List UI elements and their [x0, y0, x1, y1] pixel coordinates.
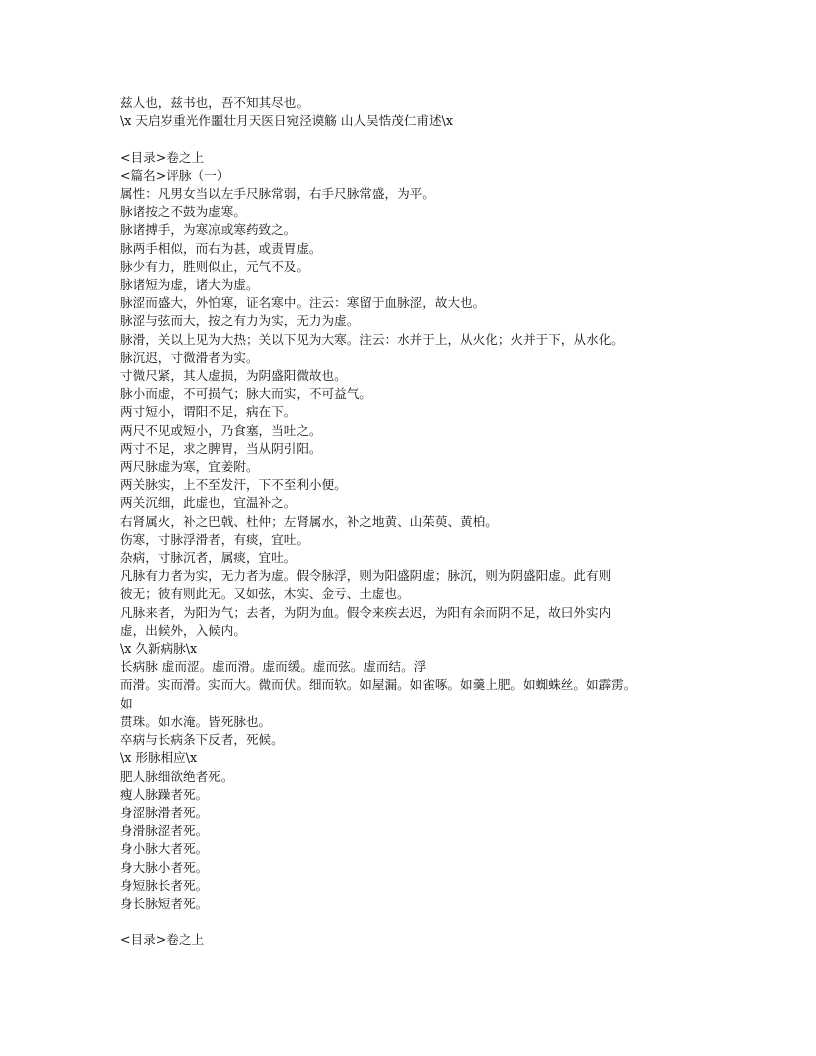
text-line: 脉诸短为虚，诸大为虚。	[120, 277, 259, 293]
subsection-heading: \x 久新病脉\x	[120, 641, 198, 657]
text-line: 两寸短小，谓阳不足，病在下。	[120, 404, 297, 420]
text-line: 身短脉长者死。	[120, 877, 209, 893]
text-line: 脉涩而盛大，外怕寒，证名寒中。注云：寒留于血脉涩，故大也。	[120, 295, 486, 311]
text-line: 兹人也，兹书也，吾不知其尽也。	[120, 95, 309, 110]
text-line: 脉两手相似，而右为甚，或责胃虚。	[120, 240, 322, 256]
subsection-heading: \x 形脉相应\x	[120, 750, 198, 766]
text-line: 瘦人脉躁者死。	[120, 786, 209, 802]
text-line: 贯珠。如水淹。皆死脉也。	[120, 713, 272, 729]
text-line: 脉涩与弦而大，按之有力为实，无力为虚。	[120, 313, 360, 329]
blank-line	[120, 130, 700, 148]
text-line: 而滑。实而滑。实而大。微而伏。细而软。如屋漏。如雀啄。如羹上肥。如蜘蛛丝。如霹雳。	[120, 677, 637, 693]
text-line: 凡脉有力者为实，无力者为虚。假令脉浮，则为阳盛阴虚；脉沉，则为阴盛阳虚。此有则	[120, 568, 612, 584]
text-line: 长病脉 虚而涩。虚而滑。虚而缓。虚而弦。虚而结。浮	[120, 659, 427, 675]
text-line: 身涩脉滑者死。	[120, 804, 209, 820]
text-line: 肥人脉细欲绝者死。	[120, 768, 234, 784]
text-line: 两关脉实，上不至发汗，下不至利小便。	[120, 477, 347, 493]
text-line: 伤寒，寸脉浮滑者，有痰，宜吐。	[120, 531, 309, 547]
chapter-title: <篇名>评脉（一）	[120, 167, 230, 183]
text-line: 脉诸搏手，为寒凉或寒药致之。	[120, 222, 297, 238]
section-header: <目录>卷之上	[120, 932, 205, 948]
text-line: 脉滑，关以上见为大热；关以下见为大寒。注云：水并于上，从火化；火并于下，从水化。	[120, 331, 624, 347]
text-line: 两寸不足，求之脾胃，当从阴引阳。	[120, 440, 322, 456]
text-line: 两尺不见或短小，乃食塞，当吐之。	[120, 422, 322, 438]
text-line: 彼无；彼有则此无。又如弦，木实、金亏、土虚也。	[120, 586, 410, 602]
text-line: 脉少有力，胜则似止，元气不及。	[120, 258, 309, 274]
text-line: 如	[120, 695, 133, 711]
text-line: 寸微尺紧，其人虚损，为阴盛阳微故也。	[120, 368, 347, 384]
section-header: <目录>卷之上	[120, 149, 205, 165]
text-line: 凡脉来者，为阳为气；去者，为阴为血。假令来疾去迟，为阳有余而阴不足，故曰外实内	[120, 604, 612, 620]
text-line: 身小脉大者死。	[120, 841, 209, 857]
text-line: 属性：凡男女当以左手尺脉常弱，右手尺脉常盛，为平。	[120, 186, 435, 201]
text-line: 卒病与长病条下反者，死候。	[120, 732, 284, 748]
text-line: 脉诸按之不鼓为虚寒。	[120, 204, 246, 220]
text-line: 右肾属火，补之巴戟、杜仲；左肾属水，补之地黄、山茱萸、黄柏。	[120, 513, 498, 529]
text-line: 身滑脉涩者死。	[120, 823, 209, 839]
text-line: 两尺脉虚为寒，宜姜附。	[120, 459, 259, 475]
text-line: 两关沉细，此虚也，宜温补之。	[120, 495, 297, 511]
text-line: \x 天启岁重光作噩壮月天医日宛泾谟觞 山人吴悎茂仁甫述\x	[120, 113, 453, 129]
text-line: 虚，出候外，入候内。	[120, 622, 246, 638]
text-line: 身长脉短者死。	[120, 895, 209, 911]
text-line: 脉小而虚，不可损气；脉大而实，不可益气。	[120, 386, 372, 402]
text-line: 身大脉小者死。	[120, 859, 209, 875]
text-line: 杂病，寸脉沉者，属痰，宜吐。	[120, 550, 297, 566]
text-line: 脉沉迟，寸微滑者为实。	[120, 349, 259, 365]
blank-line	[120, 913, 700, 931]
document-page	[120, 94, 700, 950]
